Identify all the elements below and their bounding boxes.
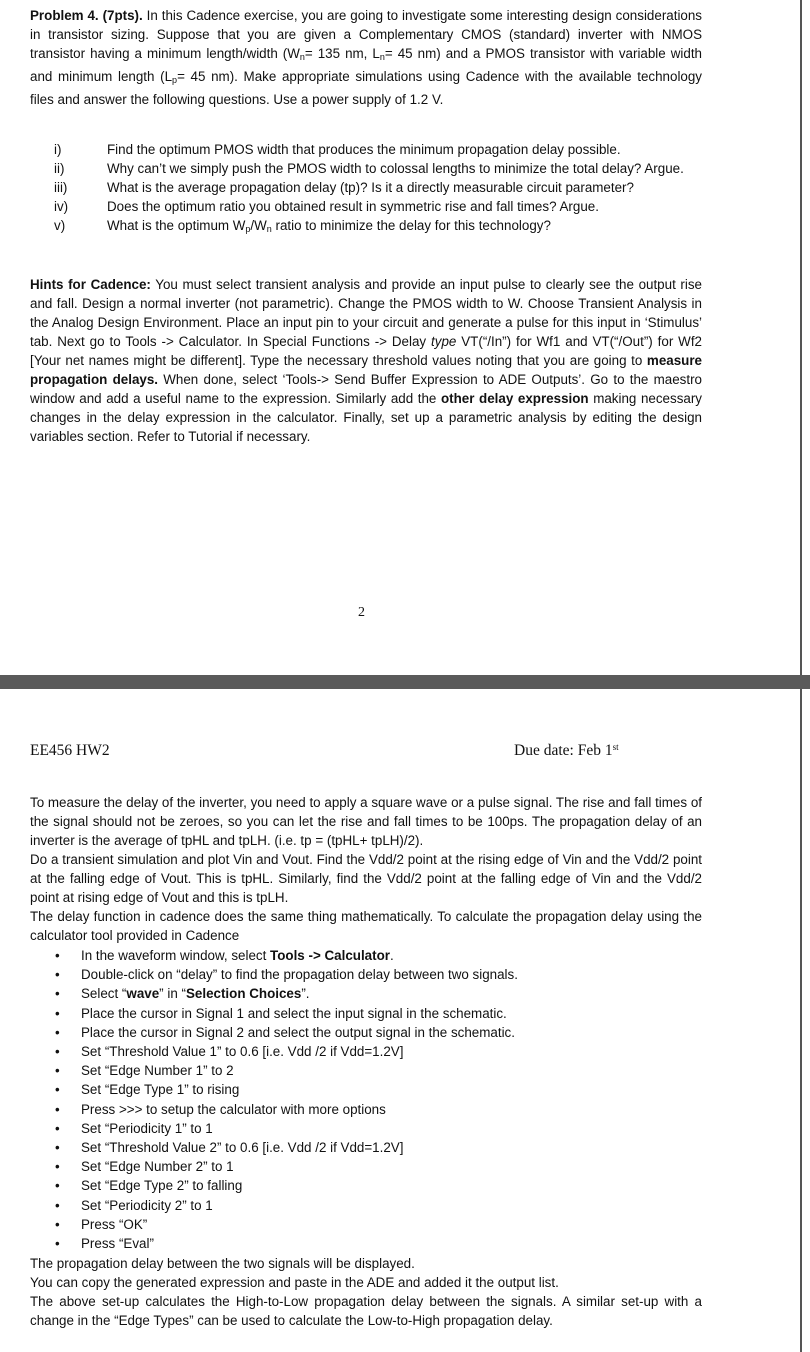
list-item: • Double-click on “delay” to find the propagation delay between two signals. [55, 967, 518, 983]
list-item: • Set “Edge Type 1” to rising [55, 1082, 240, 1098]
list-item: • Press >>> to setup the calculator with more options [55, 1101, 386, 1117]
list-item: • Place the cursor in Signal 2 and select the output signal in the schematic. [55, 1024, 515, 1040]
header-course: EE456 HW2 [30, 742, 110, 759]
question-list [30, 140, 702, 239]
problem-label: Problem 4. (7pts). [30, 8, 143, 23]
document-page-top [0, 0, 802, 677]
closing-notes [30, 1254, 702, 1330]
header-due-date: Due date: Feb 1st [514, 742, 619, 759]
paragraph: The propagation delay between the two signals will be displayed. [30, 1256, 415, 1271]
problem-intro: Problem 4. (7pts). In this Cadence exercise, you are going to investigate some interesting design considerations in transistor sizing. Suppose that you are given a Complementary CMOS (standard) inverter with NMOS transistor having a minimum length/width ($W_n= 135$ nm, $L_n= 45$ nm) and a PMOS transistor with variable width and minimum length ($L_p= 45$ nm). Make appropriate simulations using Cadence with the available technology files and answer the following questions. Use a power supply of 1.2 V. [30, 8, 703, 107]
list-item: • Press “Eval” [55, 1236, 154, 1252]
list-item: • Set “Edge Number 1” to 2 [55, 1063, 234, 1079]
page-separator [0, 675, 810, 689]
page-number: 2 [358, 605, 365, 620]
calculator-steps [30, 946, 702, 1253]
list-item: • In the waveform window, select Tools -> Calculator. [55, 948, 394, 963]
list-item: • Place the cursor in Signal 1 and select the input signal in the schematic. [55, 1005, 507, 1021]
list-item: • Set “Edge Type 2” to falling [55, 1178, 243, 1194]
question-item: iv) Does the optimum ratio you obtained result in symmetric rise and fall times? Argue. [54, 199, 599, 214]
delay-instructions [30, 793, 702, 945]
list-item: • Set “Periodicity 2” to 1 [55, 1197, 213, 1213]
question-item: ii) Why can’t we simply push the PMOS width to colossal lengths to minimize the total delay? Argue. [54, 161, 684, 176]
list-item: • Set “Edge Number 2” to 1 [55, 1159, 234, 1175]
hints-paragraph: Hints for Cadence: You must select transient analysis and provide an input pulse to clearly see the output rise and fall. Design a normal inverter (not parametric). Change the PMOS width to W. Choose Transient Analysis in the Analog Design Environment. Place an input pin to your circuit and generate a pulse for this input in ‘Stimulus’ tab. Next go to Tools -> Calculator. In Special Functions -> Delay type VT(“/In”) for Wf1 and VT(“/Out”) for Wf2 [Your net names might be different]. Type the necessary threshold values noting that you are going to measure propagation delays. When done, select ‘Tools-> Send Buffer Expression to ADE Outputs’. Go to the maestro window and add a useful name to the expression. Similarly add the other delay expression making necessary changes in the delay expression in the calculator. Finally, set up a parametric analysis by editing the design variables section. Refer to Tutorial if necessary. [30, 277, 702, 444]
list-item: • Set “Periodicity 1” to 1 [55, 1120, 213, 1136]
paragraph: The above set-up calculates the High-to-Low propagation delay between the signals. A similar set-up with a change in the “Edge Types” can be used to calculate the Low-to-High propagation delay. [30, 1294, 702, 1328]
question-item: i) Find the optimum PMOS width that produces the minimum propagation delay possible. [54, 142, 621, 157]
question-item: iii) What is the average propagation delay (tp)? Is it a directly measurable circuit parameter? [54, 180, 634, 195]
paragraph: The delay function in cadence does the same thing mathematically. To calculate the propagation delay using the calculator tool provided in Cadence [30, 909, 702, 943]
paragraph: Do a transient simulation and plot Vin and Vout. Find the Vdd/2 point at the rising edge of Vin and the Vdd/2 point at the falling edge of Vout. This is tpHL. Similarly, find the Vdd/2 point at the falling edge of Vin and the Vdd/2 point at rising edge of Vout and this is tpLH. [30, 852, 702, 905]
paragraph: You can copy the generated expression and paste in the ADE and added it the output list. [30, 1275, 559, 1290]
list-item: • Press “OK” [55, 1216, 148, 1232]
list-item: • Set “Threshold Value 1” to 0.6 [i.e. Vdd /2 if Vdd=1.2V] [55, 1044, 404, 1060]
question-item: v) What is the optimum $W_p/W_n$ ratio to minimize the delay for this technology? [54, 218, 551, 234]
paragraph: To measure the delay of the inverter, you need to apply a square wave or a pulse signal. The rise and fall times of the signal should not be zeroes, so you can let the rise and fall times to be 100ps. The propagation delay of an inverter is the average of tpHL and tpLH. (i.e. tp = (tpHL+ tpLH)/2). [30, 795, 702, 848]
list-item: • Set “Threshold Value 2” to 0.6 [i.e. Vdd /2 if Vdd=1.2V] [55, 1140, 404, 1156]
list-item: • Select “wave” in “Selection Choices”. [55, 986, 310, 1002]
